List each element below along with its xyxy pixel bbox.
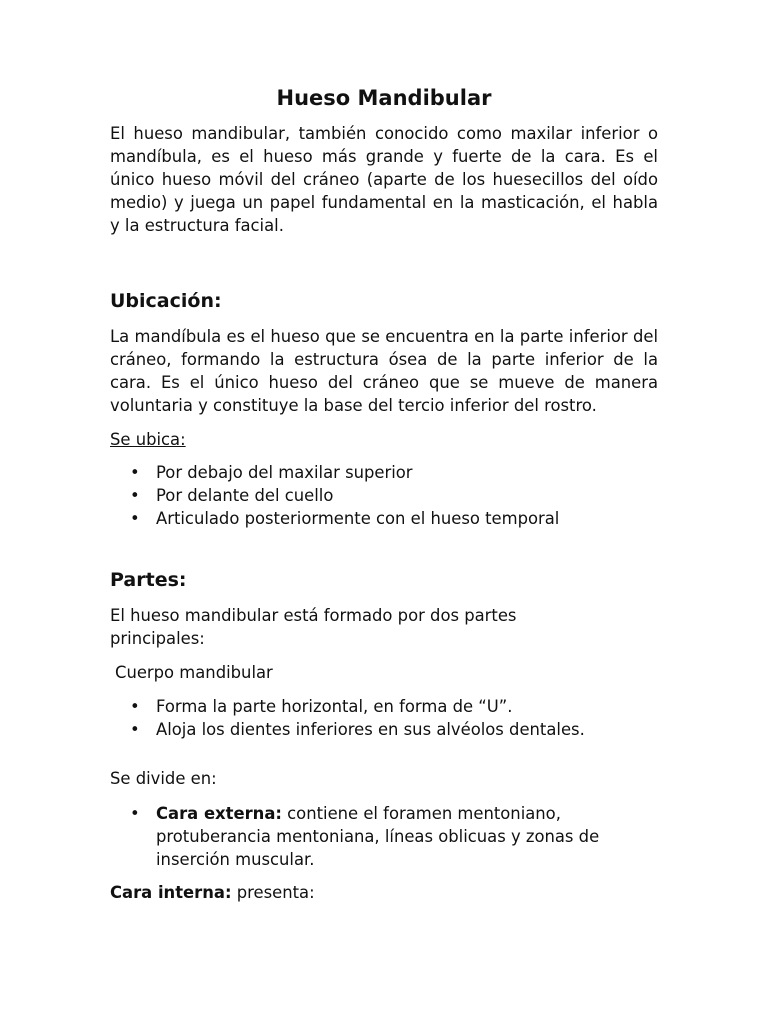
- cuerpo-list: [110, 695, 658, 741]
- cara-interna-label: Cara interna:: [110, 883, 232, 902]
- bullet-icon: •: [130, 720, 140, 739]
- list-item: [110, 718, 658, 741]
- se-ubica-label: Se ubica:: [110, 430, 186, 449]
- cuerpo-mandibular-label: Cuerpo mandibular: [115, 663, 273, 682]
- bullet-icon: •: [130, 697, 140, 716]
- divide-list: [110, 802, 658, 871]
- list-item-text: Articulado posteriormente con el hueso temporal: [156, 509, 560, 528]
- list-item-text: Por debajo del maxilar superior: [156, 463, 413, 482]
- bullet-icon: •: [130, 804, 140, 823]
- list-item-text: Forma la parte horizontal, en forma de “U”.: [156, 697, 513, 716]
- bullet-icon: •: [130, 509, 140, 528]
- spacer: [110, 530, 658, 566]
- list-item: [110, 695, 658, 718]
- list-item-text: Por delante del cuello: [156, 486, 334, 505]
- list-item: [110, 507, 658, 530]
- spacer: [110, 684, 658, 695]
- spacer: [110, 237, 658, 287]
- spacer: [110, 417, 658, 428]
- partes-paragraph: El hueso mandibular está formado por dos partes principales:: [110, 606, 517, 648]
- spacer: [110, 451, 658, 461]
- ubicacion-heading: Ubicación:: [110, 290, 222, 312]
- spacer: [110, 315, 658, 325]
- list-item-text: Aloja los dientes inferiores en sus alvéolos dentales.: [156, 720, 585, 739]
- spacer: [110, 790, 658, 802]
- document-page: [110, 82, 658, 904]
- list-item: [110, 484, 658, 507]
- ubicacion-list: [110, 461, 658, 530]
- document-title: Hueso Mandibular: [276, 86, 492, 110]
- cara-interna-text: presenta:: [231, 883, 315, 902]
- spacer: [110, 594, 658, 604]
- partes-heading: Partes:: [110, 569, 187, 591]
- intro-paragraph: El hueso mandibular, también conocido como maxilar inferior o mandíbula, es el hueso más grande y fuerte de la cara. Es el único hueso móvil del cráneo (aparte de los huesecillos del oído medio) y juega un papel fundamental en la masticación, el habla y la estructura facial.: [110, 124, 658, 235]
- list-item: [110, 461, 658, 484]
- spacer: [110, 650, 658, 661]
- cara-interna-line: [110, 881, 658, 904]
- bullet-icon: •: [130, 463, 140, 482]
- list-item: [110, 802, 658, 871]
- se-divide-label: Se divide en:: [110, 769, 217, 788]
- cara-externa-label: Cara externa:: [156, 804, 282, 823]
- cara-externa-text: contiene el foramen mentoniano, protuberancia mentoniana, líneas oblicuas y zonas de inserción muscular.: [156, 804, 600, 869]
- bullet-icon: •: [130, 486, 140, 505]
- spacer: [110, 871, 658, 881]
- ubicacion-paragraph: La mandíbula es el hueso que se encuentra en la parte inferior del cráneo, formando la estructura ósea de la parte inferior de la cara. Es el único hueso del cráneo que se mueve de manera voluntaria y constituye la base del tercio inferior del rostro.: [110, 327, 658, 415]
- spacer: [110, 741, 658, 767]
